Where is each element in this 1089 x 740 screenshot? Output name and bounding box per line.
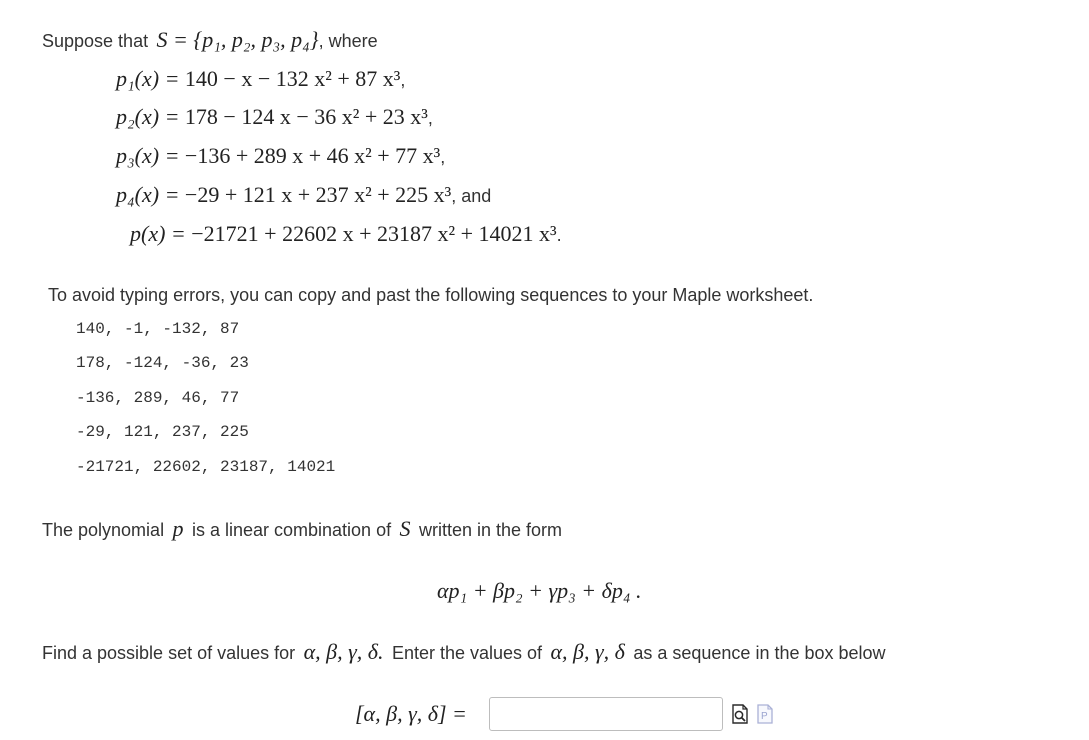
poly-suffix: , and <box>451 186 492 206</box>
combo-p: p <box>172 516 184 541</box>
poly-p4 <box>116 182 491 208</box>
combination-formula: αp₁ + βp₂ + γp₃ + δp₄ . <box>437 578 642 603</box>
poly-suffix: , <box>400 70 406 90</box>
sequence-line: 140, -1, -132, 87 <box>76 320 240 338</box>
find-note <box>42 639 886 665</box>
set-definition: S = {p₁, p₂, p₃, p₄} <box>156 27 319 52</box>
find-vars: α, β, γ, δ. <box>303 639 384 664</box>
sequence-line: 178, -124, -36, 23 <box>76 354 249 372</box>
combo-post: written in the form <box>418 520 563 540</box>
intro-post: , where <box>318 31 378 51</box>
combo-pre: The polynomial <box>42 520 165 540</box>
preview-icon[interactable] <box>731 704 749 724</box>
poly-suffix: . <box>556 225 562 245</box>
poly-rhs: 178 − 124 x − 36 x² + 23 x³ <box>184 104 428 129</box>
sequence-line: -29, 121, 237, 225 <box>76 423 249 441</box>
find-post: as a sequence in the box below <box>633 643 886 663</box>
combo-mid: is a linear combination of <box>191 520 392 540</box>
poly-p2 <box>116 104 433 130</box>
find-mid: Enter the values of <box>391 643 543 663</box>
sequence-line: -136, 289, 46, 77 <box>76 389 240 407</box>
poly-lhs: p₃(x) = <box>116 143 180 168</box>
sequence-line: -21721, 22602, 23187, 14021 <box>76 458 336 476</box>
poly-rhs: −136 + 289 x + 46 x² + 77 x³ <box>184 143 441 168</box>
poly-rhs: −21721 + 22602 x + 23187 x² + 14021 x³ <box>191 221 557 246</box>
combo-note <box>42 516 562 542</box>
poly-suffix: , <box>427 108 433 128</box>
answer-label: [α, β, γ, δ] = <box>355 701 467 726</box>
poly-rhs: 140 − x − 132 x² + 87 x³ <box>184 66 401 91</box>
combo-s: S <box>399 516 411 541</box>
copy-note: To avoid typing errors, you can copy and past the following sequences to your Maple worksheet. <box>48 285 814 305</box>
poly-lhs: p(x) = <box>130 221 186 246</box>
intro-line <box>42 27 378 53</box>
svg-text:P: P <box>761 711 768 722</box>
poly-suffix: , <box>440 147 446 167</box>
answer-input[interactable] <box>489 697 723 731</box>
help-document-icon[interactable] <box>756 704 774 724</box>
find-vars: α, β, γ, δ <box>550 639 625 664</box>
poly-p3 <box>116 143 445 169</box>
poly-lhs: p₂(x) = <box>116 104 180 129</box>
poly-lhs: p₁(x) = <box>116 66 180 91</box>
intro-pre: Suppose that <box>42 31 149 51</box>
poly-lhs: p₄(x) = <box>116 182 180 207</box>
poly-p <box>130 221 562 247</box>
poly-p1 <box>116 66 405 92</box>
find-pre: Find a possible set of values for <box>42 643 296 663</box>
poly-rhs: −29 + 121 x + 237 x² + 225 x³ <box>184 182 452 207</box>
